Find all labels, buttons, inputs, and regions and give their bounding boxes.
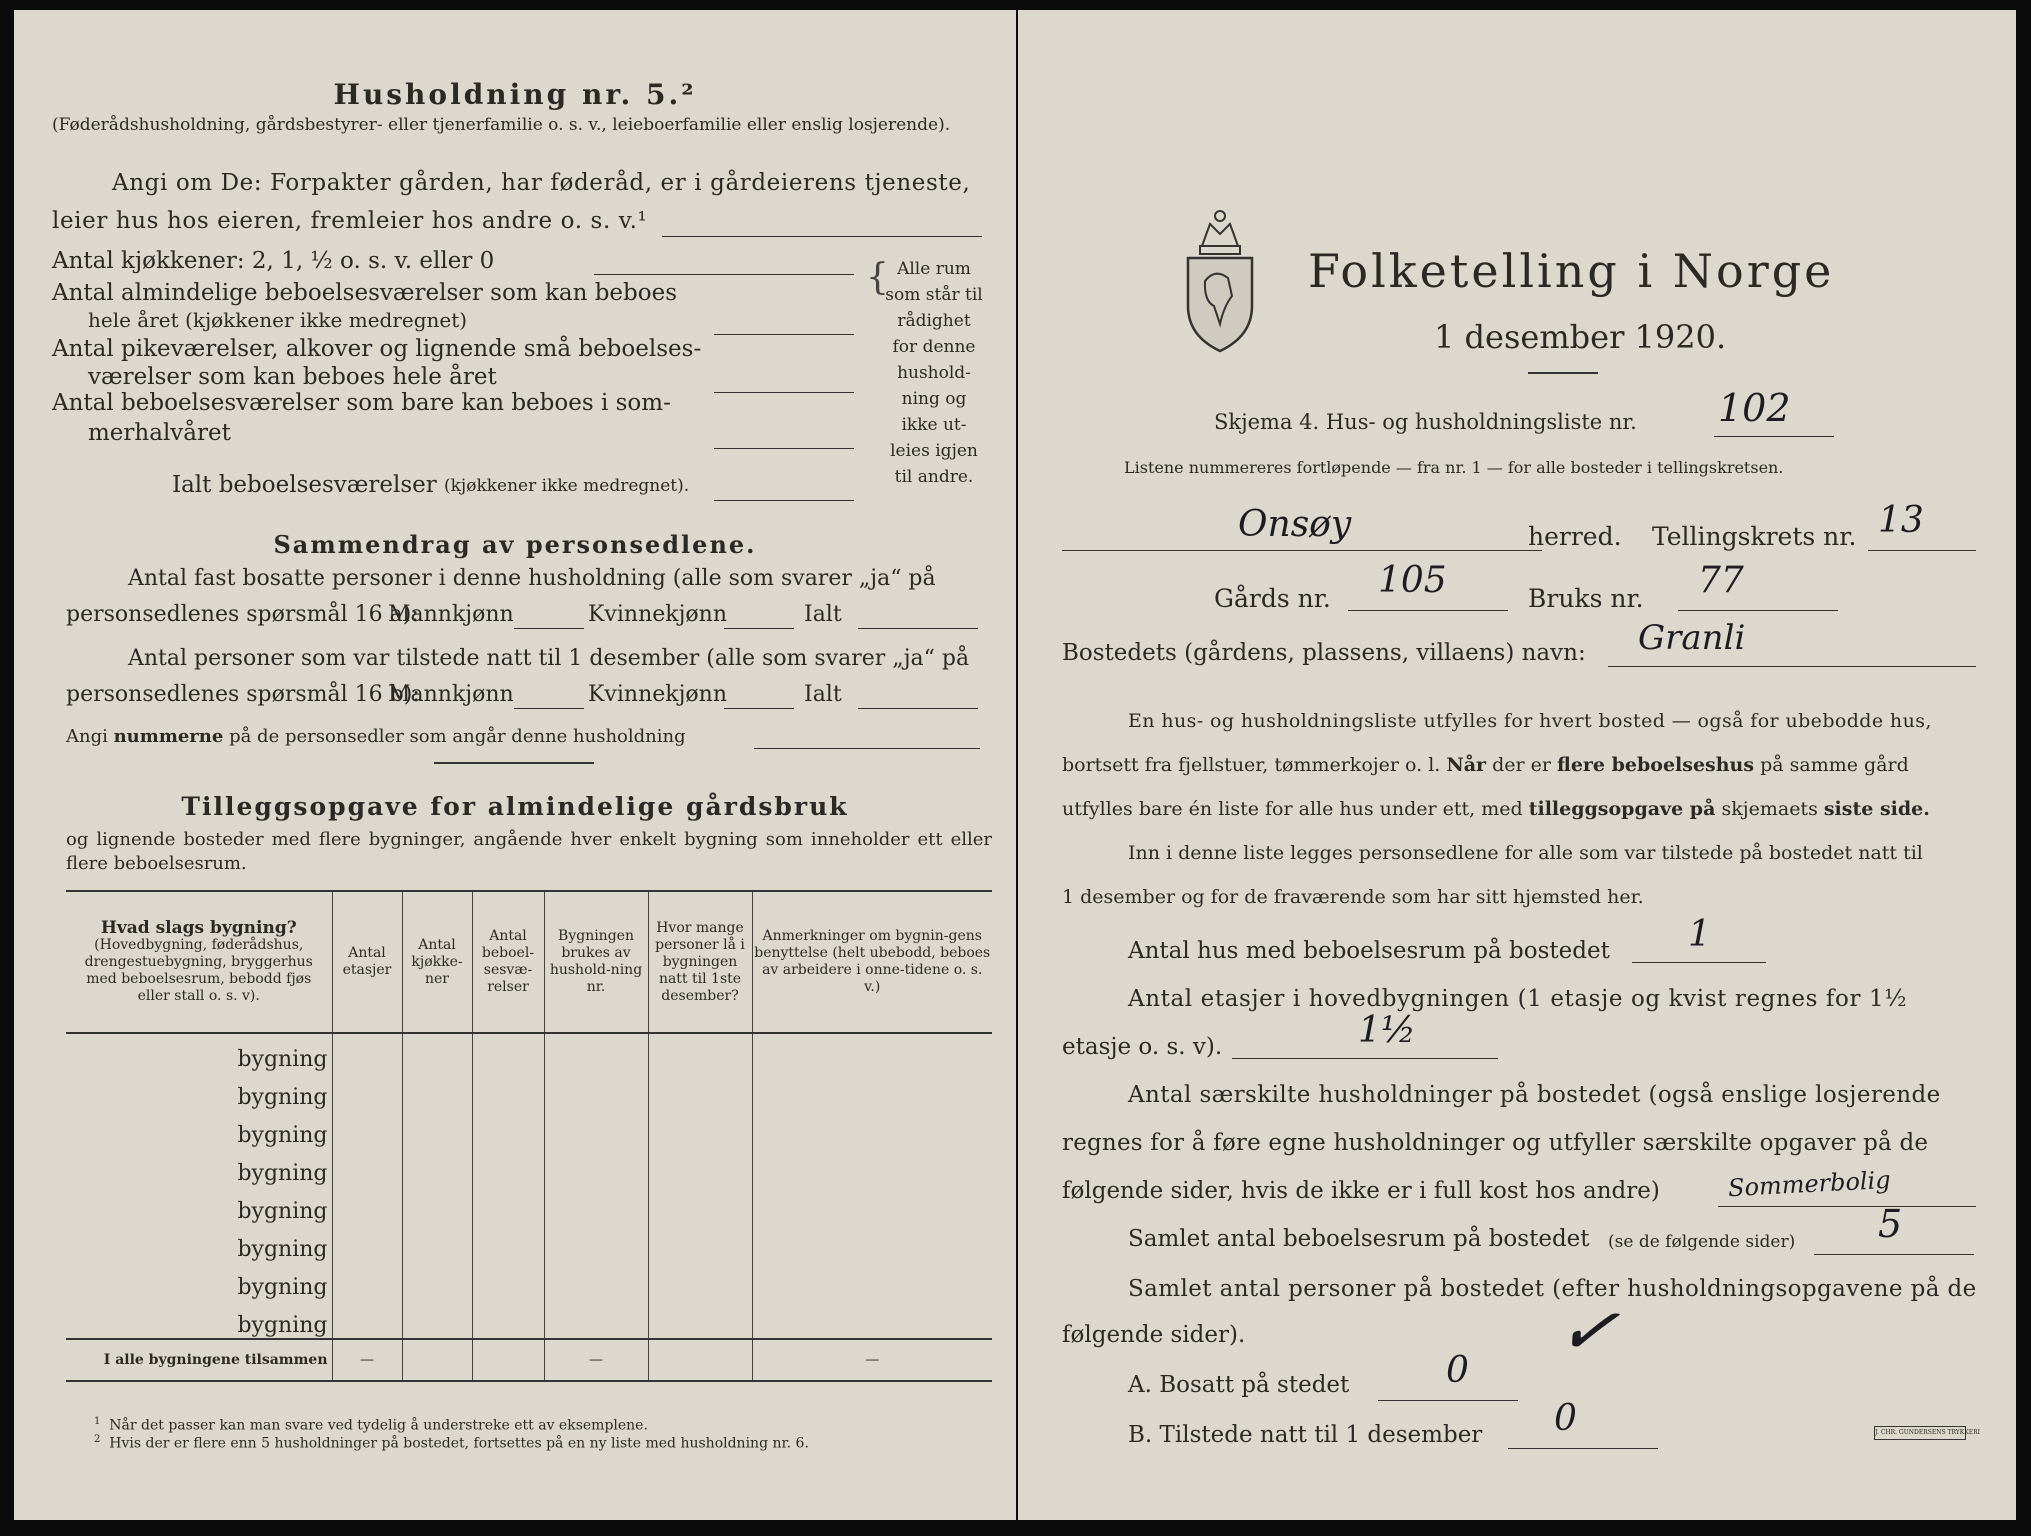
table-row[interactable]: bygning (66, 1224, 992, 1262)
gards-line (1348, 610, 1508, 611)
coat-of-arms-icon (1180, 206, 1260, 356)
tilstede-label: B. Tilstede natt til 1 desember (1128, 1422, 1483, 1448)
krets-line (1868, 550, 1976, 551)
para2-line-1: Inn i denne liste legges personsedlene for alle som var tilstede på bostedet natt til (1128, 842, 1923, 864)
fast-label-2: personsedlenes spørsmål 16 a): (66, 602, 419, 627)
table-row[interactable]: bygning (66, 1033, 992, 1072)
nummerne-label: Angi nummerne på de personsedler som angår denne husholdning (66, 726, 686, 747)
kitchens-field[interactable] (594, 274, 854, 275)
check-mark: ✓ (1552, 1284, 1624, 1376)
bosted-line (1608, 666, 1976, 667)
brace-mark: { (866, 257, 889, 298)
list-number-line (1714, 436, 1834, 437)
tillegg-heading: Tilleggsopgave for almindelige gårdsbruk (181, 792, 849, 821)
household-title: Husholdning nr. 5.² (333, 78, 697, 111)
tilstede-label-1: Antal personer som var tilstede natt til 1 desember (alle som svarer „ja“ på (128, 646, 970, 671)
table-row[interactable]: bygning (66, 1110, 992, 1148)
table-row[interactable]: bygning (66, 1262, 992, 1300)
total-rooms-field[interactable] (714, 500, 854, 501)
right-page (1018, 10, 2016, 1520)
tilstede-kvinne-label: Kvinnekjønn (588, 682, 727, 707)
numbering-note: Listene nummereres fortløpende — fra nr. 1 — for alle bosteder i tellingskretsen. (1124, 458, 1784, 477)
section-divider (434, 762, 594, 764)
bruks-label: Bruks nr. (1528, 584, 1644, 613)
gards-value[interactable]: 105 (1378, 560, 1447, 601)
para1-line-3: utfylles bare én liste for alle hus under ett, med tilleggsopgave på skjemaets siste side. (1062, 798, 1930, 820)
ordinary-rooms-label-1: Antal almindelige beboelsesværelser som kan beboes (52, 280, 678, 306)
fast-label-1: Antal fast bosatte personer i denne husholdning (alle som svarer „ja“ på (128, 566, 936, 591)
para1-line-1: En hus- og husholdningsliste utfylles for hvert bosted — også for ubebodde hus, (1128, 710, 1932, 732)
census-date: 1 desember 1920. (1434, 318, 1727, 356)
census-title: Folketelling i Norge (1308, 244, 1835, 298)
summary-heading: Sammendrag av personsedlene. (273, 530, 757, 559)
krets-label: Tellingskrets nr. (1652, 522, 1857, 551)
etasjer-label-1: Antal etasjer i hovedbygningen (1 etasje og kvist regnes for 1½ (1128, 986, 1908, 1012)
instruction-line-1: Angi om De: Forpakter gården, har føderåd, er i gårdeierens tjeneste, (112, 170, 971, 196)
maid-rooms-label-1: Antal pikeværelser, alkover og lignende små beboelses- (52, 336, 702, 362)
tillegg-sub: og lignende bosteder med flere bygninger, angående hver enkelt bygning som inneholder ett eller flere beboelsesrum. (66, 829, 992, 874)
hush-label-2: regnes for å føre egne husholdninger og utfyller særskilte opgaver på de (1062, 1130, 1929, 1156)
samlet-rum-note: (se de følgende sider) (1608, 1232, 1796, 1252)
bosatt-value[interactable]: 0 (1446, 1350, 1469, 1391)
col-kjokkener: Antal kjøkke-ner (402, 891, 472, 1033)
instruction-line-2: leier hus hos eieren, fremleier hos andre o. s. v.¹ (52, 208, 648, 234)
bosatt-label: A. Bosatt på stedet (1128, 1372, 1350, 1398)
table-total-row: I alle bygningene tilsammen — — — (66, 1339, 992, 1381)
etasjer-line (1232, 1058, 1498, 1059)
left-page (14, 10, 1016, 1520)
hush-line (1718, 1206, 1976, 1207)
bosted-label: Bostedets (gårdens, plassens, villaens) navn: (1062, 640, 1586, 666)
fast-mann-label: Mannkjønn (388, 602, 514, 627)
gards-label: Gårds nr. (1214, 584, 1331, 613)
samlet-rum-label: Samlet antal beboelsesrum på bostedet (1128, 1226, 1590, 1252)
bosted-value[interactable]: Granli (1638, 618, 1746, 658)
summer-rooms-field[interactable] (714, 448, 854, 449)
footnote-2: $^2$ Hvis der er flere enn 5 husholdninger på bostedet, fortsettes på en ny liste med husholdning nr. 6. (94, 1434, 809, 1452)
table-row[interactable]: bygning (66, 1072, 992, 1110)
col-building-type: Hvad slags bygning? (Hovedbygning, føderådshus, drengestuebygning, bryggerhus med beboelsesrum, bebodd fjøs eller stall o. s. v). (66, 891, 332, 1033)
total-rooms-note: (kjøkkener ikke medregnet). (444, 476, 690, 496)
herred-line (1062, 550, 1542, 551)
instruction-fill-line[interactable] (662, 236, 982, 237)
etasjer-label-2: etasje o. s. v). (1062, 1034, 1223, 1060)
etasjer-value[interactable]: 1½ (1358, 1010, 1416, 1051)
hush-value[interactable]: Sommerbolig (1727, 1165, 1892, 1203)
samlet-pers-label-1: Samlet antal personer på bostedet (efter husholdningsopgavene på de (1128, 1276, 1977, 1302)
table-row[interactable]: bygning (66, 1148, 992, 1186)
hus-label: Antal hus med beboelsesrum på bostedet (1128, 938, 1610, 964)
tilstede-kvinne-field[interactable] (724, 708, 794, 709)
fast-ialt-field[interactable] (858, 628, 978, 629)
bosatt-line (1378, 1400, 1518, 1401)
summer-rooms-label-1: Antal beboelsesværelser som bare kan beboes i som- (52, 390, 671, 416)
nummerne-field[interactable] (754, 748, 980, 749)
hush-label-1: Antal særskilte husholdninger på bostedet (også enslige losjerende (1128, 1082, 1941, 1108)
hus-value[interactable]: 1 (1688, 914, 1711, 955)
samlet-rum-line (1814, 1254, 1974, 1255)
building-table (66, 890, 992, 1382)
hush-label-3: følgende sider, hvis de ikke er i full kost hos andre) (1062, 1178, 1660, 1204)
title-divider (1528, 372, 1598, 374)
herred-label: herred. (1528, 522, 1622, 551)
total-rooms-label: Ialt beboelsesværelser (172, 472, 437, 498)
tilstede-ialt-field[interactable] (858, 708, 978, 709)
col-personer: Hvor mange personer lå i bygningen natt til 1ste desember? (648, 891, 752, 1033)
maid-rooms-label-2: værelser som kan beboes hele året (88, 364, 497, 390)
fast-ialt-label: Ialt (804, 602, 842, 627)
tilstede-value[interactable]: 0 (1554, 1398, 1577, 1439)
ordinary-rooms-label-2: hele året (kjøkkener ikke medregnet) (88, 308, 468, 332)
bruks-line (1678, 610, 1838, 611)
hus-line (1632, 962, 1766, 963)
fast-mann-field[interactable] (514, 628, 584, 629)
footnote-1: $^1$ Når det passer kan man svare ved tydelig å understreke ett av eksemplene. (94, 1416, 648, 1434)
printer-stamp: J. CHR. GUNDERSENS TRYKKERI (1874, 1426, 1966, 1440)
kitchens-label: Antal kjøkkener: 2, 1, ½ o. s. v. eller 0 (52, 248, 495, 274)
table-row[interactable]: bygning (66, 1300, 992, 1339)
herred-value[interactable]: Onsøy (1238, 504, 1352, 545)
col-vaerelser: Antal beboel-sesvæ-relser (472, 891, 544, 1033)
summer-rooms-label-2: merhalvåret (88, 420, 231, 446)
fast-kvinne-field[interactable] (724, 628, 794, 629)
samlet-pers-label-2: følgende sider). (1062, 1322, 1246, 1348)
maid-rooms-field[interactable] (714, 392, 854, 393)
tilstede-label-2: personsedlenes spørsmål 16 b): (66, 682, 420, 707)
tilstede-mann-label: Mannkjønn (388, 682, 514, 707)
skjema-label: Skjema 4. Hus- og husholdningsliste nr. (1214, 410, 1637, 434)
col-husholdning: Bygningen brukes av hushold-ning nr. (544, 891, 648, 1033)
tilstede-mann-field[interactable] (514, 708, 584, 709)
side-note: Alle rum som står til rådighet for denne hushold- ning og ikke ut- leies igjen til andre. (885, 259, 983, 487)
para2-line-2: 1 desember og for de fraværende som har sitt hjemsted her. (1062, 886, 1644, 908)
fast-kvinne-label: Kvinnekjønn (588, 602, 727, 627)
samlet-rum-value[interactable]: 5 (1878, 1202, 1903, 1246)
list-number[interactable]: 102 (1718, 386, 1791, 430)
table-row[interactable]: bygning (66, 1186, 992, 1224)
tilstede-ialt-label: Ialt (804, 682, 842, 707)
ordinary-rooms-field[interactable] (714, 334, 854, 335)
para1-line-2: bortsett fra fjellstuer, tømmerkojer o. l. Når der er flere beboelseshus på samme gård (1062, 754, 1909, 776)
tilstede-line (1508, 1448, 1658, 1449)
krets-value[interactable]: 13 (1878, 500, 1924, 541)
household-subtitle: (Føderådshusholdning, gårdsbestyrer- eller tjenerfamilie o. s. v., leieboerfamilie eller enslig losjerende). (52, 115, 951, 135)
col-etasjer: Antal etasjer (332, 891, 402, 1033)
bruks-value[interactable]: 77 (1698, 560, 1744, 601)
col-anmerkninger: Anmerkninger om bygnin-gens benyttelse (helt ubebodd, beboes av arbeidere i onne-tidene o. s. v.) (752, 891, 992, 1033)
